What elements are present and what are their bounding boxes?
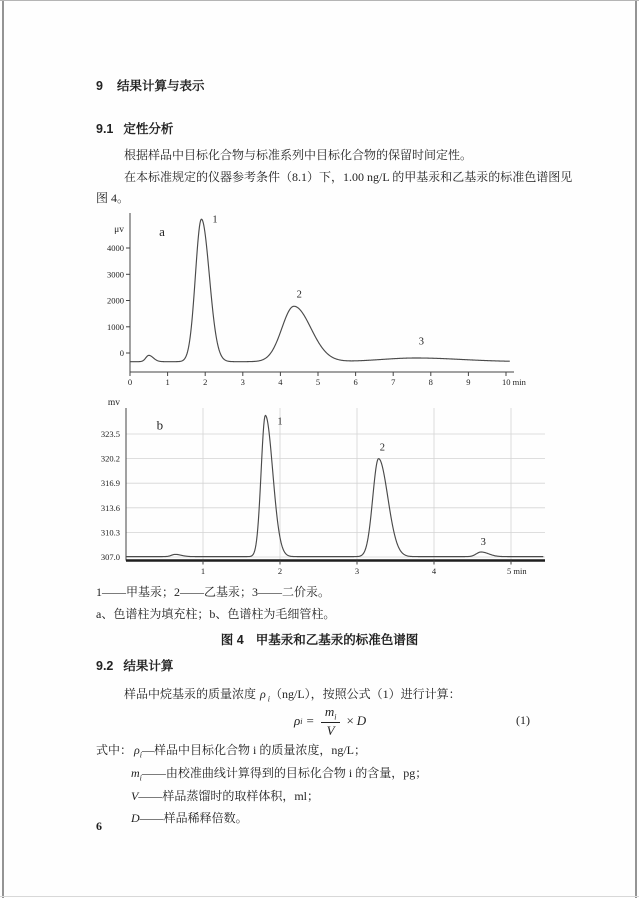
- equals-sign: =: [306, 713, 314, 729]
- peak-label-1: 1: [212, 214, 218, 226]
- x-tick-label: 3: [354, 566, 360, 576]
- equation-fraction: [321, 704, 341, 739]
- where-rho-subscript: i: [139, 750, 143, 760]
- paragraph-calculation: [124, 686, 461, 705]
- where-row-v: [131, 787, 319, 804]
- x-tick-label: 1: [200, 566, 206, 576]
- x-tick-label: 2: [277, 566, 283, 576]
- y-tick-label: 320.2: [100, 453, 120, 464]
- where-d-desc: ——样品稀释倍数。: [139, 811, 248, 825]
- page-border-right: [635, 0, 637, 898]
- equation-1: [294, 704, 366, 739]
- where-m-subscript: i: [139, 773, 142, 783]
- y-tick-label: 0: [119, 348, 124, 358]
- x-tick-label: 4: [431, 566, 437, 576]
- rho-symbol: ρ: [260, 687, 266, 701]
- where-v-symbol: V: [131, 789, 139, 803]
- d-symbol: D: [356, 713, 367, 729]
- y-tick-label: 323.5: [100, 429, 120, 439]
- figure-caption-title: 甲基汞和乙基汞的标准色谱图: [255, 633, 419, 647]
- panel-label-a: a: [159, 224, 165, 240]
- where-m-symbol: m: [131, 766, 140, 780]
- figure-caption-number: 图 4: [220, 633, 244, 647]
- section-9-2-heading: [96, 656, 173, 674]
- y-tick-label: 310.3: [100, 527, 120, 538]
- where-v-desc: ——样品蒸馏时的取样体积，ml；: [138, 789, 320, 803]
- x-tick-label: 8: [428, 377, 433, 387]
- x-tick-label: 1: [165, 377, 170, 387]
- figure-caption: [0, 630, 639, 648]
- where-row-d: [131, 809, 248, 826]
- page-number: 6: [96, 819, 102, 833]
- section-9-number: 9: [96, 79, 103, 93]
- where-rho-desc: —样品中目标化合物 i 的质量浓度，ng/L；: [142, 743, 367, 757]
- peak-label-1: 1: [277, 416, 283, 428]
- where-d-symbol: D: [131, 811, 140, 825]
- y-tick-label: 3000: [107, 269, 124, 280]
- page-border-bottom: [0, 896, 639, 897]
- equation-lhs-subscript: i: [300, 716, 303, 726]
- section-9-1-number: 9.1: [96, 122, 114, 136]
- peak-label-2: 2: [296, 289, 302, 301]
- section-9-2-number: 9.2: [96, 659, 114, 673]
- peak-label-2: 2: [379, 442, 386, 454]
- paragraph-qualitative: 根据样品中目标化合物与标准系列中目标化合物的保留时间定性。: [124, 148, 473, 162]
- multiply-sign: ×: [346, 713, 354, 729]
- x-tick-label: 7: [391, 377, 396, 387]
- y-axis-unit-label: μv: [114, 225, 124, 235]
- x-tick-label: 0: [127, 377, 133, 387]
- figure-legend-peaks: 1——甲基汞；2——乙基汞；3——二价汞。: [96, 585, 331, 599]
- equation-denominator: [321, 723, 341, 739]
- y-tick-label: 1000: [107, 321, 124, 332]
- y-tick-label: 2000: [107, 295, 124, 306]
- where-m-desc: ——由校准曲线计算得到的目标化合物 i 的含量，pg；: [141, 766, 428, 780]
- paragraph-conditions-line1: 在本标准规定的仪器参考条件（8.1）下，1.00 ng/L 的甲基汞和乙基汞的标准色谱图见: [124, 170, 573, 184]
- chromatogram-chart-a: [93, 205, 545, 395]
- x-tick-label: 2: [203, 377, 208, 387]
- x-tick-label: 10 min: [502, 377, 526, 387]
- x-tick-label: 9: [466, 377, 471, 387]
- page-border-left: [2, 0, 4, 898]
- equation-lhs-symbol: ρ: [294, 713, 301, 729]
- equation-number: (1): [516, 713, 530, 727]
- x-tick-label: 5: [315, 377, 321, 387]
- x-tick-label: 6: [353, 377, 358, 387]
- where-label: 式中：: [96, 743, 133, 757]
- paragraph-calculation-prefix: 样品中烷基汞的质量浓度: [124, 687, 257, 701]
- v-symbol: V: [326, 723, 335, 739]
- y-tick-label: 307.0: [100, 552, 120, 562]
- where-row-m: [131, 764, 427, 782]
- paragraph-conditions-line2: 图 4。: [96, 191, 130, 205]
- equation-numerator: [321, 704, 341, 723]
- peak-label-3: 3: [418, 336, 425, 348]
- where-rho-symbol: ρ: [134, 743, 140, 757]
- y-axis-unit-label: mv: [107, 398, 120, 408]
- section-9-1-title: 定性分析: [123, 122, 174, 136]
- section-9-2-title: 结果计算: [123, 659, 174, 673]
- section-9-1-heading: [96, 119, 173, 137]
- section-9-title: 结果计算与表示: [116, 79, 205, 93]
- section-9-heading: [96, 76, 204, 94]
- figure-legend-columns: a、色谱柱为填充柱；b、色谱柱为毛细管柱。: [96, 607, 336, 621]
- chromatogram-chart-b: [93, 391, 558, 583]
- where-row-rho: [96, 741, 366, 759]
- x-tick-label: 4: [278, 377, 283, 387]
- x-tick-label: 5 min: [507, 566, 527, 576]
- paragraph-calculation-suffix: （ng/L），按照公式（1）进行计算：: [270, 687, 461, 701]
- panel-label-b: b: [156, 417, 164, 433]
- m-symbol: m: [324, 704, 335, 719]
- y-tick-label: 316.9: [100, 478, 120, 489]
- peak-label-3: 3: [480, 537, 486, 549]
- rho-subscript: i: [267, 694, 271, 704]
- x-tick-label: 3: [240, 377, 245, 387]
- y-tick-label: 4000: [107, 243, 124, 253]
- y-tick-label: 313.6: [100, 502, 120, 513]
- chromatogram-curve: [126, 415, 543, 556]
- m-subscript: i: [334, 712, 337, 722]
- page-border-top: [0, 0, 639, 1]
- chromatogram-curve: [130, 219, 510, 362]
